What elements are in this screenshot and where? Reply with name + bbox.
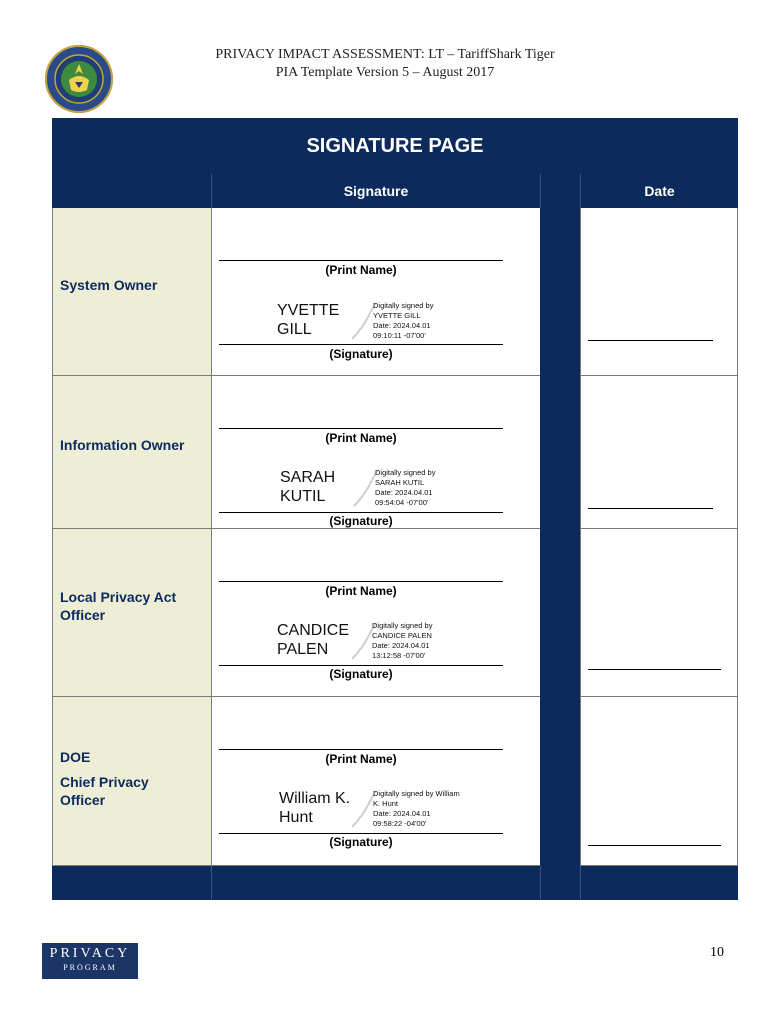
digital-signature-details: Digitally signed by CANDICE PALEN Date: 2024.04.01 13:12:58 -07'00' — [372, 621, 433, 660]
print-name-label: (Print Name) — [325, 752, 397, 766]
role-label: Local Privacy Act Officer — [60, 589, 177, 623]
spacer-cell — [540, 529, 580, 697]
print-name-line — [219, 749, 503, 750]
print-name-line — [219, 581, 503, 582]
digital-signature-details: Digitally signed by William K. Hunt Date: 2024.04.01 09:58:22 -04'00' — [373, 789, 460, 828]
role-label: Information Owner — [60, 437, 185, 453]
date-column-header: Date — [580, 174, 738, 208]
signer-name: YVETTE GILL — [277, 302, 340, 338]
signature-column-header: Signature — [211, 174, 540, 208]
print-name-line — [219, 428, 503, 429]
print-name-label: (Print Name) — [325, 263, 397, 277]
footer-band-divider — [211, 866, 212, 900]
logo-text-privacy: PRIVACY — [49, 946, 131, 961]
print-name-label: (Print Name) — [325, 431, 397, 445]
signature-label: (Signature) — [329, 835, 393, 849]
signature-cell — [211, 376, 540, 529]
role-label: Chief Privacy Officer — [60, 774, 149, 808]
date-cell — [580, 529, 738, 697]
footer-band-divider — [580, 866, 581, 900]
spacer-cell — [540, 376, 580, 529]
signature-table — [52, 118, 738, 900]
date-cell — [580, 208, 738, 376]
print-name-line — [219, 260, 503, 261]
role-cell — [52, 529, 211, 697]
signature-line — [219, 833, 503, 834]
privacy-program-logo — [42, 943, 138, 979]
role-cell — [52, 697, 211, 866]
template-version: PIA Template Version 5 – August 2017 — [275, 65, 495, 80]
document-title: PRIVACY IMPACT ASSESSMENT: LT – TariffShark Tiger — [215, 47, 555, 62]
digital-signature-details: Digitally signed by YVETTE GILL Date: 2024.04.01 09:10:11 -07'00' — [373, 301, 434, 340]
date-line — [588, 845, 721, 846]
print-name-label: (Print Name) — [325, 584, 397, 598]
role-cell — [52, 208, 211, 376]
role-column-header — [52, 174, 211, 208]
signer-name: William K. Hunt — [279, 790, 351, 826]
date-cell — [580, 376, 738, 529]
signer-name: CANDICE PALEN — [277, 622, 350, 658]
signature-line — [219, 665, 503, 666]
date-line — [588, 508, 713, 509]
signature-label: (Signature) — [329, 667, 393, 681]
signature-line — [219, 344, 503, 345]
signature-line — [219, 512, 503, 513]
role-label: DOE — [60, 749, 91, 765]
signature-cell — [211, 529, 540, 697]
role-cell — [52, 376, 211, 529]
signature-label: (Signature) — [329, 514, 393, 528]
role-label: System Owner — [60, 277, 158, 293]
signature-label: (Signature) — [329, 347, 393, 361]
table-title: SIGNATURE PAGE — [52, 118, 738, 174]
spacer-cell — [540, 697, 580, 866]
digital-signature-details: Digitally signed by SARAH KUTIL Date: 2024.04.01 09:54:04 -07'00' — [375, 468, 436, 507]
date-line — [588, 340, 713, 341]
spacer-column-header — [540, 174, 580, 208]
logo-text-program: PROGRAM — [63, 963, 117, 972]
table-footer-band — [52, 866, 738, 900]
spacer-cell — [540, 208, 580, 376]
signature-cell — [211, 208, 540, 376]
date-line — [588, 669, 721, 670]
date-cell — [580, 697, 738, 866]
signer-name: SARAH KUTIL — [280, 469, 336, 505]
footer-band-divider — [540, 866, 541, 900]
page-number: 10 — [710, 945, 724, 960]
signature-cell — [211, 697, 540, 866]
